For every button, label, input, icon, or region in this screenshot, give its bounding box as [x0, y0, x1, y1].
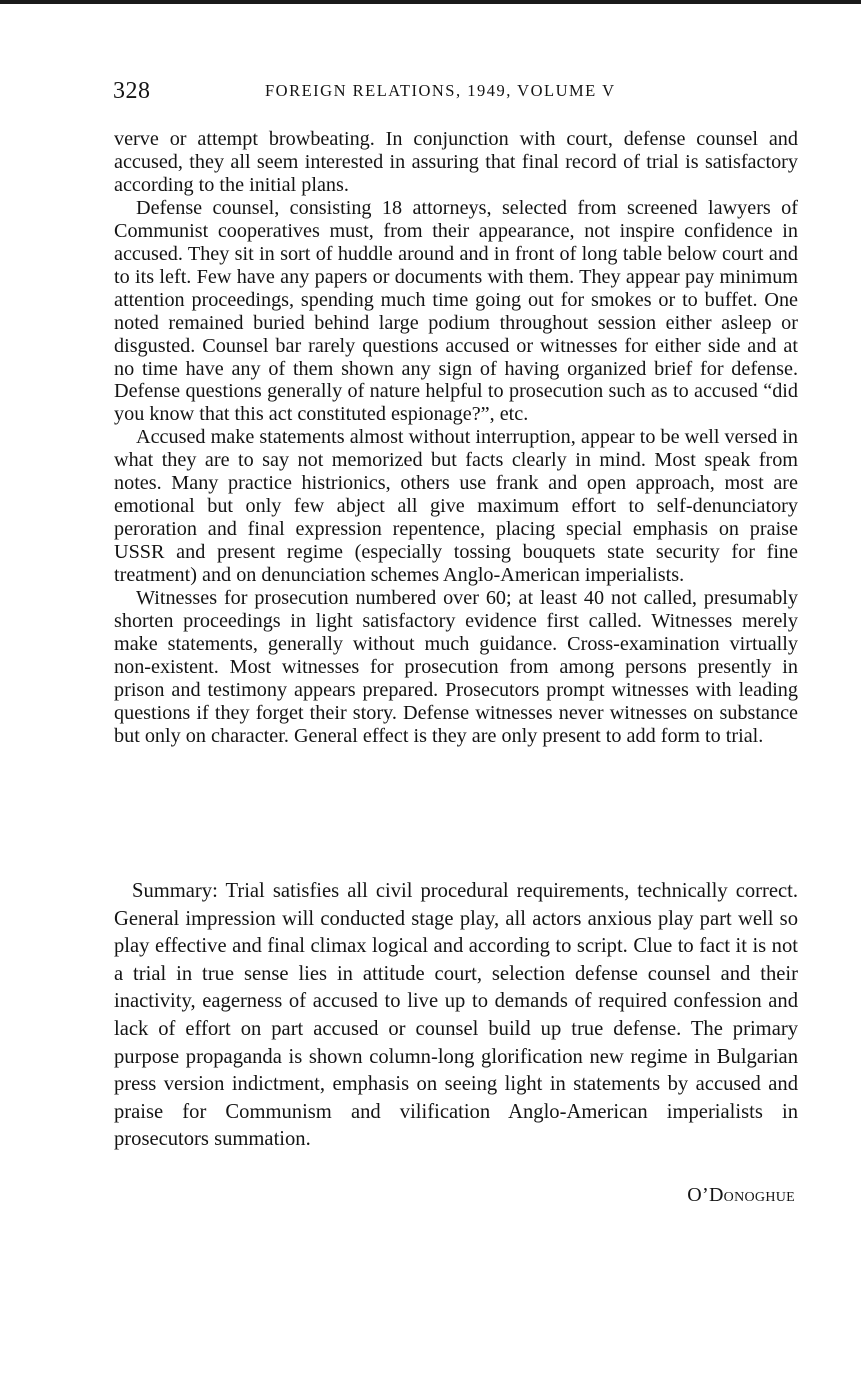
signature-name: O’Donoghue [687, 1184, 795, 1206]
paragraph-accused: Accused make statements almost without interruption, appear to be well versed in what they are to say not memorized but facts clearly in mind. Most speak from notes. Many practice histrionics, others use frank and open approach, most are emotional but only few abject all give maximum effort to self-denunciatory peroration and final expression repentence, placing special emphasis on praise USSR and present regime (especially tossing bouquets state security for fine treatment) and on denunciation schemes Anglo-American imperialists. [114, 426, 798, 587]
body-text [114, 128, 798, 748]
running-head: FOREIGN RELATIONS, 1949, VOLUME V [265, 81, 616, 100]
page-top-rule [0, 0, 861, 4]
paragraph-continuation: verve or attempt browbeating. In conjunction with court, defense counsel and accused, they all seem interested in assuring that final record of trial is satisfactory according to the initial plans. [114, 128, 798, 196]
paragraph-defense-counsel: Defense counsel, consisting 18 attorneys, selected from screened lawyers of Communist cooperatives must, from their appearance, not inspire confidence in accused. They sit in sort of huddle around and in front of long table below court and to its left. Few have any papers or documents with them. They appear pay minimum attention proceedings, spending much time going out for smokes or to buffet. One noted remained buried behind large podium throughout session either asleep or disgusted. Counsel bar rarely questions accused or witnesses for either side and at no time have any of them shown any sign of having organized brief for defense. Defense questions generally of nature helpful to prosecution such as to accused “did you know that this act constituted espionage?”, etc. [114, 196, 798, 426]
summary-paragraph: Summary: Trial satisfies all civil procedural requirements, technically correct. General impression will conducted stage play, all actors anxious play part well so play effective and final climax logical and according to script. Clue to fact it is not a trial in true sense lies in attitude court, selection defense counsel and their inactivity, eagerness of accused to live up to demands of required confession and lack of effort on part accused or counsel build up true defense. The primary purpose propaganda is shown column-long glorification new regime in Bulgarian press version indictment, emphasis on seeing light in statements by accused and praise for Communism and vilification Anglo-American imperialists in prosecutors summation. [114, 880, 798, 1151]
paragraph-witnesses: Witnesses for prosecution numbered over 60; at least 40 not called, presumably shorten proceedings in light satisfactory evidence first called. Witnesses merely make statements, generally without much guidance. Cross-examination virtually non-existent. Most witnesses for prosecution from among persons presently in prison and testimony appears prepared. Prosecutors prompt witnesses with leading questions if they forget their story. Defense witnesses never witnesses on substance but only on character. General effect is they are only present to add form to trial. [114, 587, 798, 747]
page-number: 328 [113, 78, 151, 104]
signature [687, 1182, 795, 1208]
page-header [113, 76, 798, 106]
